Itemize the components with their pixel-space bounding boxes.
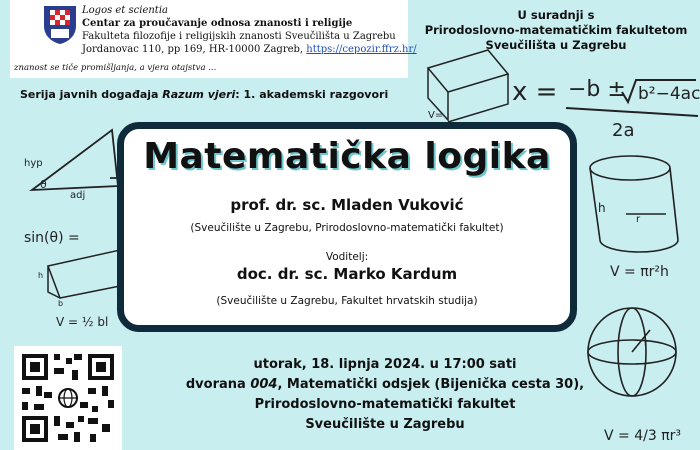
- speaker-affiliation: (Sveučilište u Zagrebu, Prirodoslovno-matematički fakultet): [190, 222, 504, 234]
- qr-code-icon[interactable]: [14, 346, 122, 450]
- svg-text:b²−4ac: b²−4ac: [638, 84, 700, 104]
- cylinder-h-label: h: [598, 201, 606, 215]
- event-series: Serija javnih događaja Razum vjeri: 1. akademski razgovori: [20, 88, 389, 101]
- prism-b-label: b: [58, 299, 64, 308]
- theta-label: θ: [40, 178, 47, 191]
- moderator-label: Voditelj:: [325, 251, 369, 263]
- moderator-name: doc. dr. sc. Marko Kardum: [236, 265, 458, 283]
- org-address: Jordanovac 110, pp 169, HR-10000 Zagreb, https://cepozir.ffrz.hr/: [82, 44, 417, 55]
- adj-label: adj: [70, 190, 86, 201]
- org-faculty: Fakulteta filozofije i religijskih znanosti Sveučilišta u Zagrebu: [82, 31, 396, 42]
- university-crest-icon: [42, 4, 78, 46]
- series-name: Razum vjeri: [162, 88, 236, 101]
- event-room: dvorana 004, Matematički odsjek (Bijenička cesta 30),: [185, 377, 585, 392]
- collaboration-note: [420, 8, 692, 53]
- org-center-name: Centar za proučavanje odnosa znanosti i religije: [82, 18, 353, 29]
- event-date-time: utorak, 18. lipnja 2024. u 17:00 sati: [253, 357, 517, 372]
- talk-title: Matematička logika: [143, 136, 551, 177]
- prism-h-label: h: [38, 271, 44, 280]
- org-name-latin: Logos et scientia: [82, 5, 168, 16]
- hyp-label: hyp: [24, 158, 43, 169]
- cylinder-r-label: r: [636, 214, 641, 225]
- org-website-link[interactable]: https://cepozir.ffrz.hr/: [306, 44, 417, 55]
- sphere-r-label: r: [644, 339, 648, 349]
- collab-line-3: Sveučilišta u Zagrebu: [485, 38, 627, 52]
- collab-line-2: Prirodoslovno-matematičkim fakultetom: [424, 23, 688, 37]
- prism-doodle: [48, 250, 120, 298]
- svg-text:2a: 2a: [612, 120, 635, 141]
- svg-text:−b ±: −b ±: [568, 77, 626, 102]
- event-faculty: Prirodoslovno-matematički fakultet: [254, 397, 516, 412]
- motto: znanost se tiče promišljanja, a vjera otajstva ...: [14, 63, 217, 73]
- speaker-name: prof. dr. sc. Mladen Vuković: [230, 196, 464, 214]
- organization-info: [82, 4, 417, 56]
- event-details: [150, 355, 620, 435]
- room-number: 004: [250, 377, 278, 392]
- collab-line-1: U suradnji s: [517, 8, 595, 22]
- moderator-affiliation: (Sveučilište u Zagrebu, Fakultet hrvatskih studija): [216, 295, 478, 307]
- box-volume-label: V=: [428, 110, 444, 121]
- cylinder-volume-formula: V = πr²h: [610, 264, 669, 280]
- event-university: Sveučilište u Zagrebu: [305, 417, 465, 432]
- svg-text:x =: x =: [512, 77, 558, 107]
- sine-formula: sin(θ) =: [24, 230, 80, 246]
- prism-volume-formula: V = ½ bl: [56, 315, 109, 329]
- sphere-volume-formula: V = 4/3 πr³: [604, 428, 681, 444]
